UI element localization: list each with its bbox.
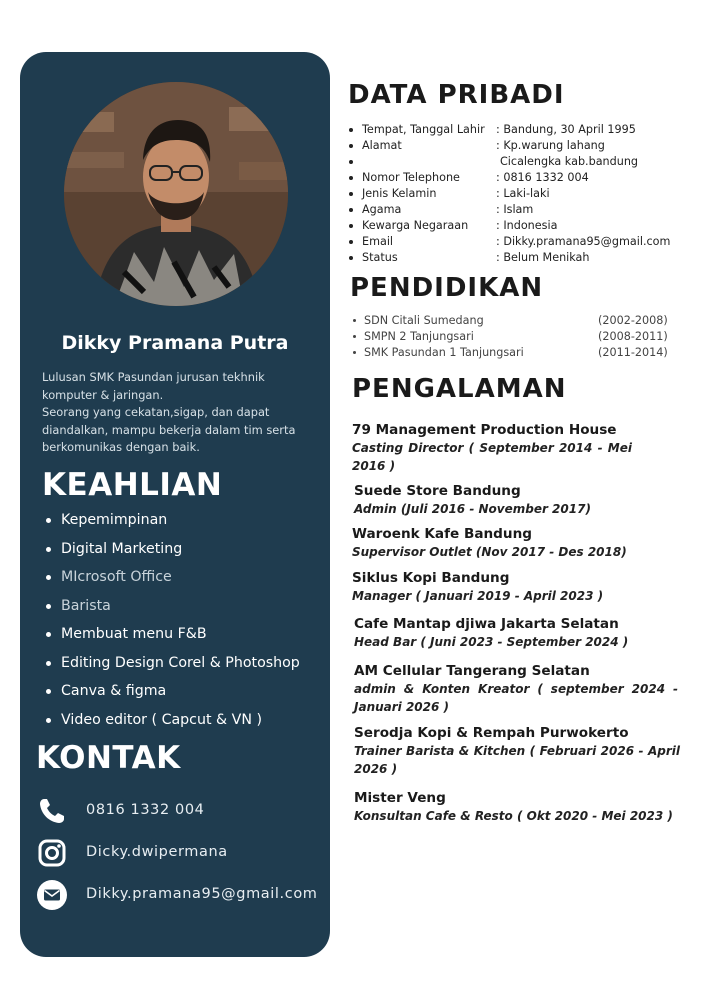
- personal-label: Status: [362, 251, 398, 264]
- education-list: [350, 313, 680, 361]
- personal-value: : 0816 1332 004: [496, 171, 589, 184]
- experience-company: AM Cellular Tangerang Selatan: [354, 663, 590, 679]
- personal-label: Email: [362, 235, 394, 248]
- personal-value: : Bandung, 30 April 1995: [496, 123, 636, 136]
- personal-row: [348, 218, 670, 234]
- education-school: SMK Pasundan 1 Tanjungsari: [364, 346, 524, 359]
- skill-item: Canva & figma: [42, 677, 300, 706]
- experience-item: [352, 525, 682, 561]
- personal-label: Jenis Kelamin: [362, 187, 437, 200]
- profile-bio: [42, 369, 322, 457]
- experience-item: [354, 615, 684, 651]
- profile-photo-image: [64, 82, 288, 306]
- experience-company: Serodja Kopi & Rempah Purwokerto: [354, 725, 629, 741]
- personal-label: Tempat, Tanggal Lahir: [362, 123, 485, 136]
- experience-role: Trainer Barista & Kitchen ( Februari 2026 - April 2026 ): [354, 744, 680, 776]
- skill-item: Video editor ( Capcut & VN ): [42, 706, 300, 735]
- experience-company: Waroenk Kafe Bandung: [352, 526, 532, 542]
- education-title: PENDIDIKAN: [350, 273, 544, 303]
- bio-line: Lulusan SMK Pasundan jurusan tekhnik: [42, 370, 265, 384]
- personal-row: [348, 122, 670, 138]
- experience-role: Casting Director ( September 2014 - Mei 2016 ): [352, 441, 632, 473]
- experience-company: Suede Store Bandung: [354, 483, 521, 499]
- education-years: (2002-2008): [598, 314, 668, 327]
- personal-label: Alamat: [362, 139, 402, 152]
- mail-icon: [36, 879, 68, 911]
- personal-row: [348, 138, 670, 154]
- personal-value-line2: Cicalengka kab.bandung: [500, 155, 639, 168]
- experience-company: Mister Veng: [354, 790, 446, 806]
- experience-item: [352, 421, 682, 475]
- phone-icon: [36, 795, 68, 827]
- personal-row-continuation: [348, 154, 670, 170]
- skills-title: KEAHLIAN: [42, 467, 223, 503]
- skill-item: Membuat menu F&B: [42, 620, 300, 649]
- personal-label: Agama: [362, 203, 402, 216]
- experience-role: Konsultan Cafe & Resto ( Okt 2020 - Mei 2023 ): [354, 809, 673, 823]
- experience-company: 79 Management Production House: [352, 422, 617, 438]
- education-school: SDN Citali Sumedang: [364, 314, 484, 327]
- contact-instagram[interactable]: [36, 837, 326, 871]
- experience-role: Manager ( Januari 2019 - April 2023 ): [352, 589, 604, 603]
- education-years: (2008-2011): [598, 330, 668, 343]
- contact-email[interactable]: [36, 879, 326, 913]
- skills-list: [42, 506, 300, 734]
- education-item: [350, 313, 680, 329]
- personal-row: [348, 186, 670, 202]
- personal-row: [348, 250, 670, 266]
- skill-item: Barista: [42, 592, 300, 621]
- bio-line: Seorang yang cekatan,sigap, dan dapat: [42, 405, 270, 419]
- experience-title: PENGALAMAN: [352, 374, 567, 404]
- personal-value: : Dikky.pramana95@gmail.com: [496, 235, 671, 248]
- bio-line: berkomunikas dengan baik.: [42, 440, 200, 454]
- instagram-icon: [36, 837, 68, 869]
- profile-name: Dikky Pramana Putra: [61, 332, 289, 354]
- experience-item: [354, 662, 684, 716]
- education-item: [350, 329, 680, 345]
- personal-label: Nomor Telephone: [362, 171, 460, 184]
- experience-role: Admin (Juli 2016 - November 2017): [354, 502, 591, 516]
- contact-title: KONTAK: [36, 740, 181, 776]
- personal-value: : Belum Menikah: [496, 251, 590, 264]
- experience-role: admin & Konten Kreator ( september 2024 - Januari 2026 ): [354, 682, 678, 714]
- experience-company: Siklus Kopi Bandung: [352, 570, 510, 586]
- skill-item: MIcrosoft Office: [42, 563, 300, 592]
- experience-item: [352, 569, 682, 605]
- contact-phone[interactable]: [36, 795, 326, 829]
- personal-row: [348, 202, 670, 218]
- education-school: SMPN 2 Tanjungsari: [364, 330, 474, 343]
- personal-title: DATA PRIBADI: [348, 80, 565, 110]
- sidebar: [20, 52, 330, 957]
- contact-instagram-text: Dicky.dwipermana: [86, 844, 228, 860]
- skill-item: Kepemimpinan: [42, 506, 300, 535]
- bio-line: komputer & jaringan.: [42, 387, 164, 402]
- personal-row: [348, 234, 670, 250]
- personal-value: : Indonesia: [496, 219, 558, 232]
- skill-item: Editing Design Corel & Photoshop: [42, 649, 300, 678]
- experience-item: [354, 724, 684, 778]
- personal-value: : Laki-laki: [496, 187, 550, 200]
- experience-item: [354, 789, 684, 825]
- experience-role: Supervisor Outlet (Nov 2017 - Des 2018): [352, 545, 627, 559]
- personal-label: Kewarga Negaraan: [362, 219, 469, 232]
- bio-line: diandalkan, mampu bekerja dalam tim serta: [42, 422, 296, 437]
- experience-company: Cafe Mantap djiwa Jakarta Selatan: [354, 616, 619, 632]
- profile-photo: [64, 82, 288, 306]
- personal-value: : Kp.warung lahang: [496, 139, 605, 152]
- education-years: (2011-2014): [598, 346, 668, 359]
- experience-item: [354, 482, 684, 518]
- contact-email-text: Dikky.pramana95@gmail.com: [86, 886, 318, 902]
- personal-row: [348, 170, 670, 186]
- skill-item: Digital Marketing: [42, 535, 300, 564]
- experience-role: Head Bar ( Juni 2023 - September 2024 ): [354, 635, 629, 649]
- personal-data-list: [348, 122, 670, 266]
- contact-phone-text: 0816 1332 004: [86, 802, 205, 818]
- education-item: [350, 345, 680, 361]
- personal-value: : Islam: [496, 203, 534, 216]
